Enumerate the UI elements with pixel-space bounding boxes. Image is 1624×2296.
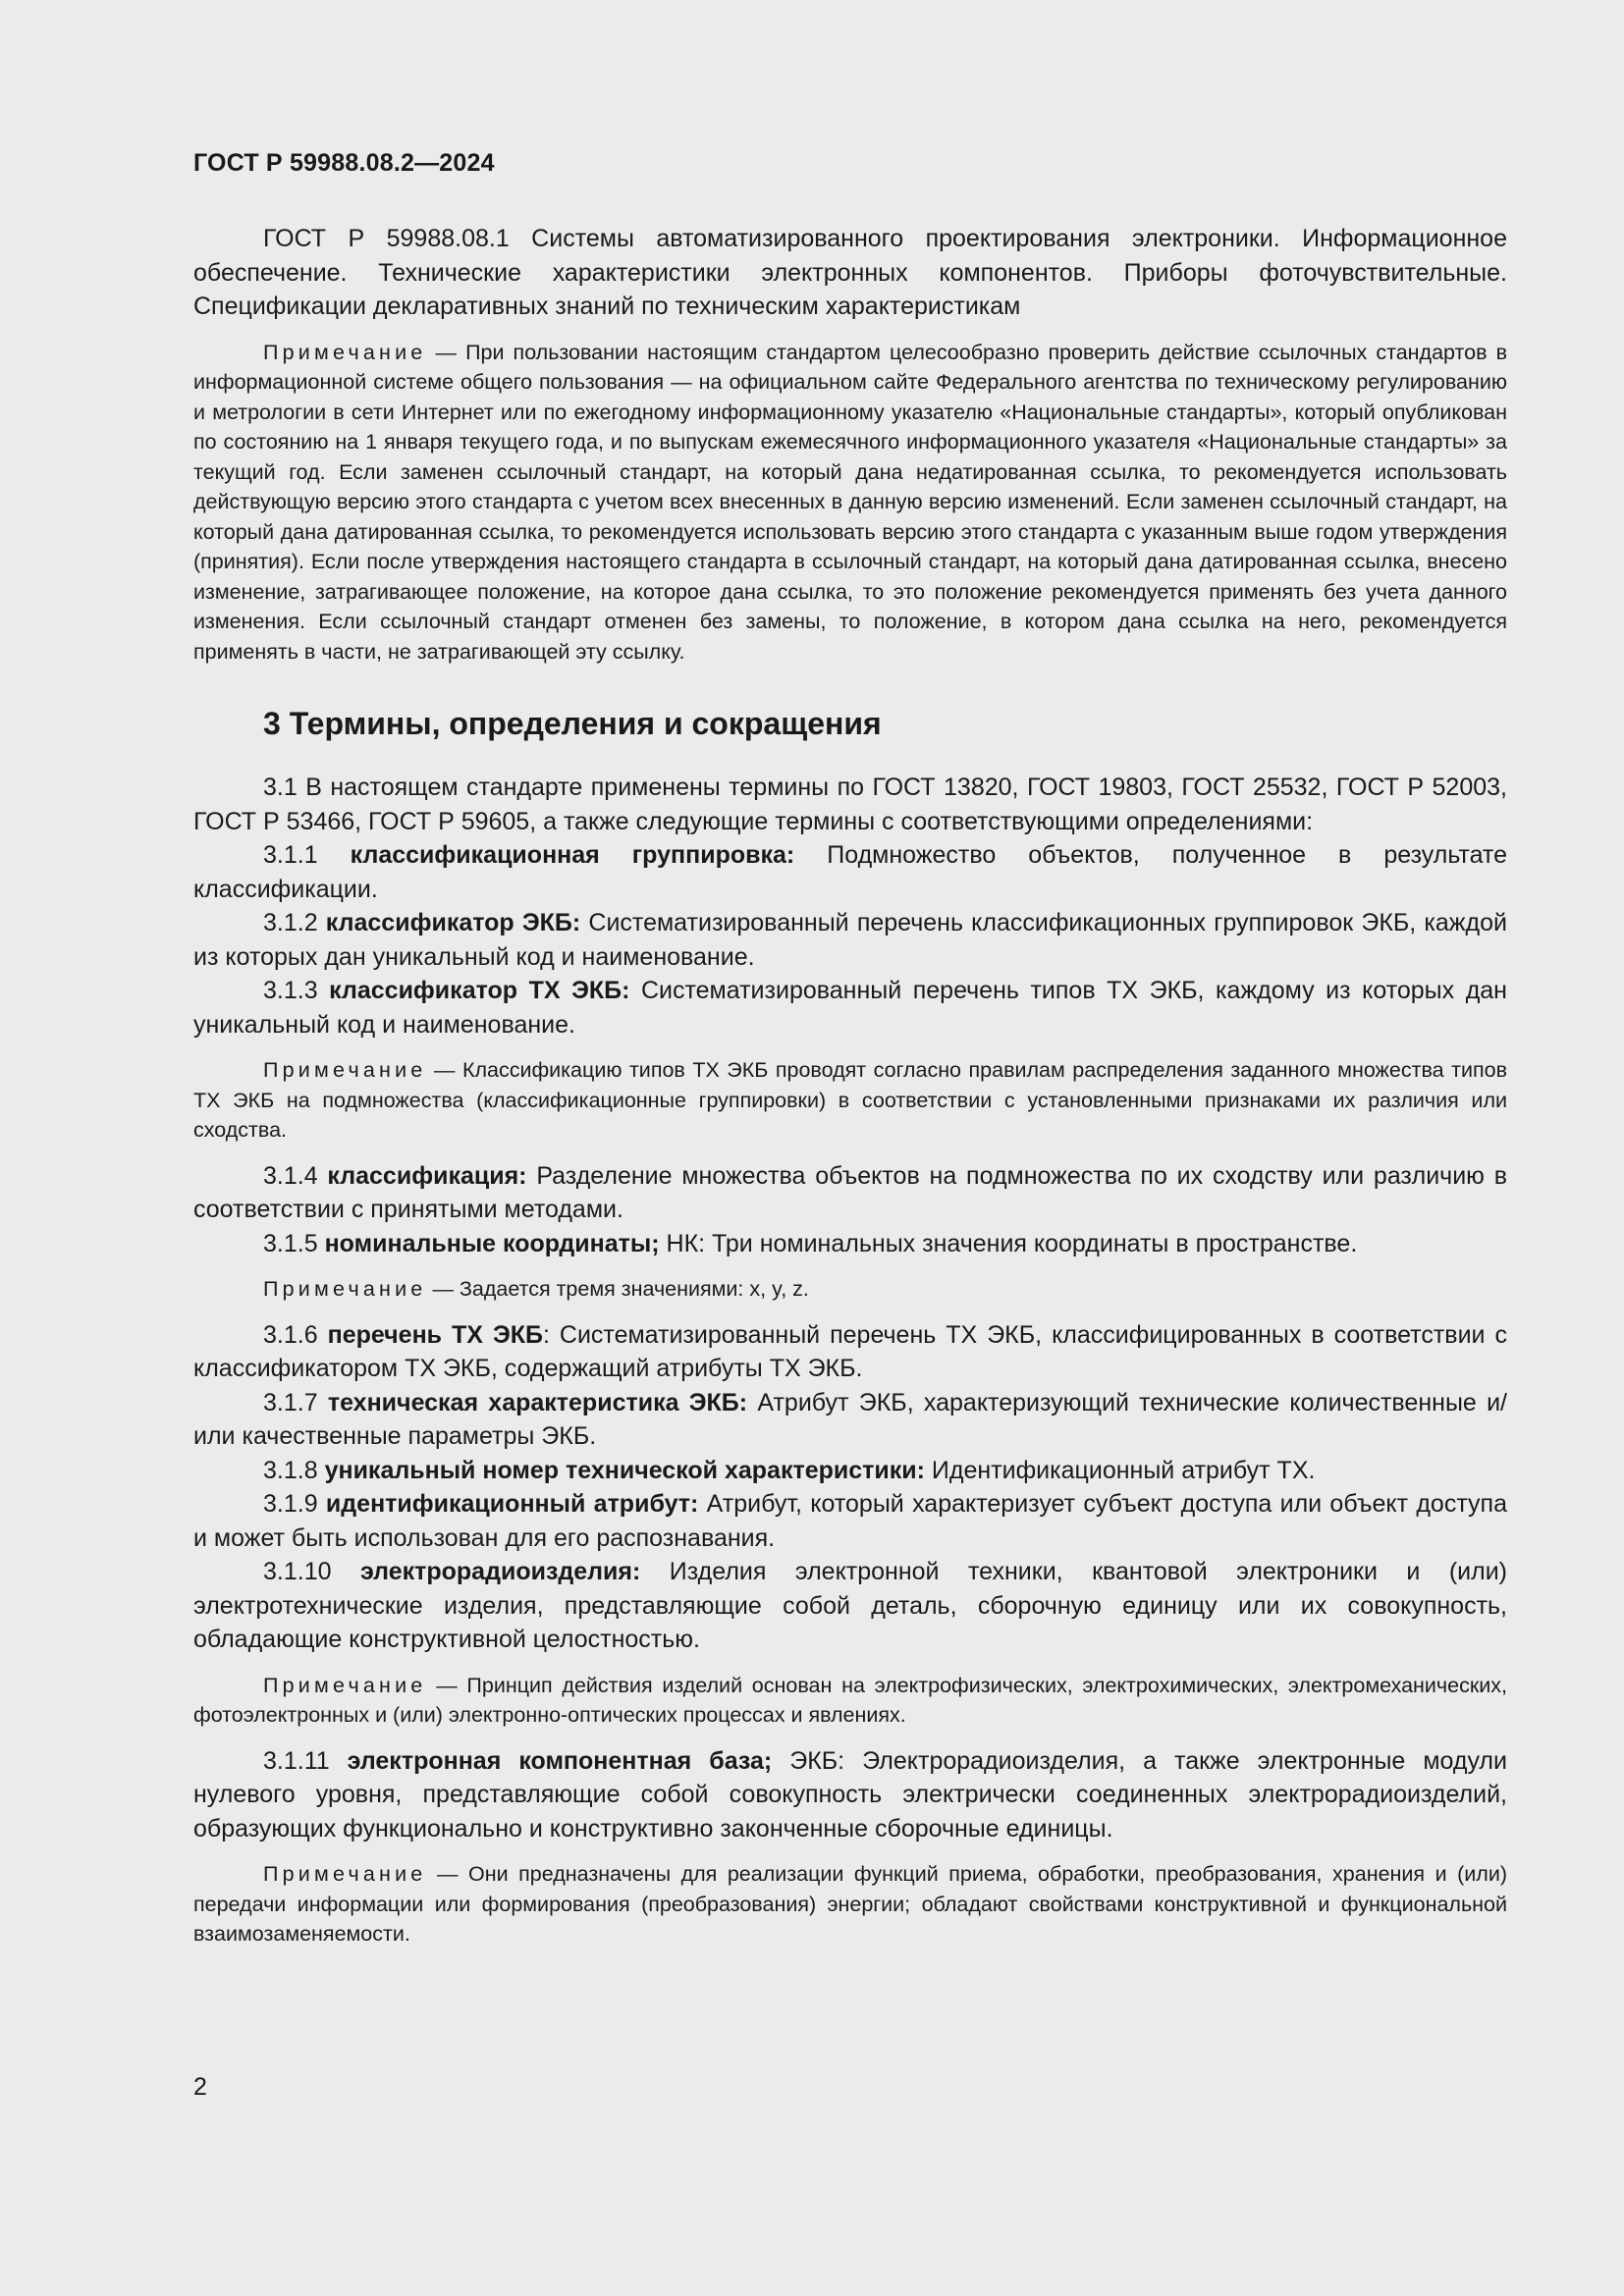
- term-number: 3.1.4: [263, 1161, 318, 1190]
- term-name: классификатор ЭКБ:: [325, 909, 581, 936]
- term-definition-text: Разделение множества объектов на подмножества по их сходству или различию в соответствии с принятыми методами.: [193, 1161, 1507, 1223]
- term-name: классификатор ТХ ЭКБ:: [329, 977, 630, 1004]
- note-label: Примечание: [263, 1862, 427, 1886]
- term-number: 3.1.6: [263, 1320, 318, 1349]
- term-definition-text: НК: Три номинальных значения координаты в пространстве.: [659, 1229, 1358, 1257]
- note-label: Примечание: [263, 340, 427, 364]
- term-name: номинальные координаты;: [324, 1229, 660, 1257]
- term-definition-text: Подмножество объектов, полученное в результате классификации.: [193, 841, 1507, 903]
- term-definition-text: Систематизированный перечень типов ТХ ЭКБ, каждому из которых дан уникальный код и наименование.: [193, 977, 1507, 1039]
- section-heading: 3 Термины, определения и сокращения: [263, 706, 882, 741]
- term-definition: [193, 838, 1507, 906]
- term-definition: [193, 1744, 1507, 1846]
- term-name: перечень ТХ ЭКБ: [327, 1320, 543, 1349]
- term-definition: [193, 1555, 1507, 1657]
- term-definition: [193, 974, 1507, 1041]
- term-definition-text: Атрибут ЭКБ, характеризующий технические количественные и/или качественные параметры ЭКБ.: [193, 1388, 1507, 1450]
- note-label: Примечание: [263, 1673, 427, 1697]
- term-definition: [193, 1487, 1507, 1555]
- term-definition: [193, 1227, 1507, 1261]
- note-paragraph: [193, 1274, 1507, 1305]
- term-number: 3.1.9: [263, 1490, 318, 1518]
- note-paragraph: [193, 1671, 1507, 1731]
- note-text: — Классификацию типов ТХ ЭКБ проводят согласно правилам распределения заданного множества типов ТХ ЭКБ на подмножества (классификационные группировки) в соответствии с установленными признаками их различия или сходства.: [193, 1058, 1507, 1142]
- term-definition: [193, 906, 1507, 974]
- term-number: 3.1.11: [263, 1746, 330, 1775]
- term-definition: [193, 1318, 1507, 1386]
- term-number: 3.1.7: [263, 1388, 318, 1416]
- term-number: 3.1.3: [263, 977, 318, 1004]
- term-definition-text: Атрибут, который характеризует субъект доступа или объект доступа и может быть использован для его распознавания.: [193, 1490, 1507, 1552]
- term-number: 3.1.5: [263, 1229, 318, 1257]
- term-definition-text: Систематизированный перечень классификационных группировок ЭКБ, каждой из которых дан уникальный код и наименование.: [193, 909, 1507, 971]
- note-label: Примечание: [263, 1277, 427, 1301]
- term-number: 3.1.1: [263, 841, 318, 869]
- note-paragraph: [193, 1055, 1507, 1146]
- term-name: электрорадиоизделия:: [359, 1558, 641, 1585]
- body-paragraph: 3.1 В настоящем стандарте применены термины по ГОСТ 13820, ГОСТ 19803, ГОСТ 25532, ГОСТ Р 52003, ГОСТ Р 53466, ГОСТ Р 59605, а также следующие термины с соответствующими определениями:: [193, 774, 1507, 835]
- note-paragraph: [193, 338, 1507, 667]
- term-name: классификация:: [327, 1161, 527, 1190]
- term-number: 3.1.10: [263, 1558, 332, 1585]
- term-definition: [193, 1454, 1507, 1488]
- term-definition-text: : Систематизированный перечень ТХ ЭКБ, классифицированных в соответствии с классификатором ТХ ЭКБ, содержащий атрибуты ТХ ЭКБ.: [193, 1320, 1507, 1382]
- note-text: — Принцип действия изделий основан на электрофизических, электрохимических, электромеханических, фотоэлектронных и (или) электронно-оптических процессах и явлениях.: [193, 1673, 1507, 1727]
- term-name: классификационная группировка:: [350, 841, 795, 869]
- term-definition-text: ЭКБ: Электрорадиоизделия, а также электронные модули нулевого уровня, представляющие собой совокупность электрически соединенных электрорадиоизделий, образующих функционально и конструктивно законченные сборочные единицы.: [193, 1746, 1507, 1842]
- term-name: техническая характеристика ЭКБ:: [327, 1388, 748, 1416]
- note-label: Примечание: [263, 1058, 427, 1082]
- note-text: — Они предназначены для реализации функций приема, обработки, преобразования, хранения и (или) передачи информации или формирования (преобразования) энергии; обладают свойствами конструктивной и функциональной взаимозаменяемости.: [193, 1862, 1507, 1946]
- term-definition-text: Идентификационный атрибут ТХ.: [924, 1456, 1316, 1484]
- term-definition-text: Изделия электронной техники, квантовой электроники и (или) электротехнические изделия, представляющие собой деталь, сборочную единицу или их совокупность, обладающие конструктивной целостностью.: [193, 1558, 1507, 1653]
- body-paragraph: ГОСТ Р 59988.08.1 Системы автоматизированного проектирования электроники. Информационное обеспечение. Технические характеристики электронных компонентов. Приборы фоточувствительные. Спецификации декларативных знаний по техническим характеристикам: [193, 225, 1507, 320]
- page-number: 2: [193, 2073, 207, 2101]
- term-definition: [193, 1386, 1507, 1454]
- document-body: [193, 222, 1507, 1949]
- note-paragraph: [193, 1859, 1507, 1949]
- term-name: электронная компонентная база;: [347, 1746, 773, 1775]
- document-header: ГОСТ Р 59988.08.2—2024: [193, 149, 495, 177]
- term-definition: [193, 1159, 1507, 1227]
- term-name: идентификационный атрибут:: [325, 1490, 699, 1518]
- term-number: 3.1.2: [263, 909, 318, 936]
- note-text: — Задается тремя значениями: x, y, z.: [432, 1277, 809, 1301]
- term-number: 3.1.8: [263, 1456, 318, 1484]
- note-text: — При пользовании настоящим стандартом целесообразно проверить действие ссылочных стандартов в информационной системе общего пользования — на официальном сайте Федерального агентства по техническому регулированию и метрологии в сети Интернет или по ежегодному информационному указателю «Национальные стандарты», который опубликован по состоянию на 1 января текущего года, и по выпускам ежемесячного информационного указателя «Национальные стандарты» за текущий год. Если заменен ссылочный стандарт, на который дана недатированная ссылка, то рекомендуется использовать действующую версию этого стандарта с учетом всех внесенных в данную версию изменений. Если заменен ссылочный стандарт, на который дана датированная ссылка, то рекомендуется использовать версию этого стандарта с указанным выше годом утверждения (принятия). Если после утверждения настоящего стандарта в ссылочный стандарт, на который дана датированная ссылка, внесено изменение, затрагивающее положение, на которое дана ссылка, то это положение рекомендуется применять без учета данного изменения. Если ссылочный стандарт отменен без замены, то положение, в котором дана ссылка на него, рекомендуется применять в части, не затрагивающей эту ссылку.: [193, 340, 1507, 664]
- term-name: уникальный номер технической характеристики:: [324, 1456, 925, 1484]
